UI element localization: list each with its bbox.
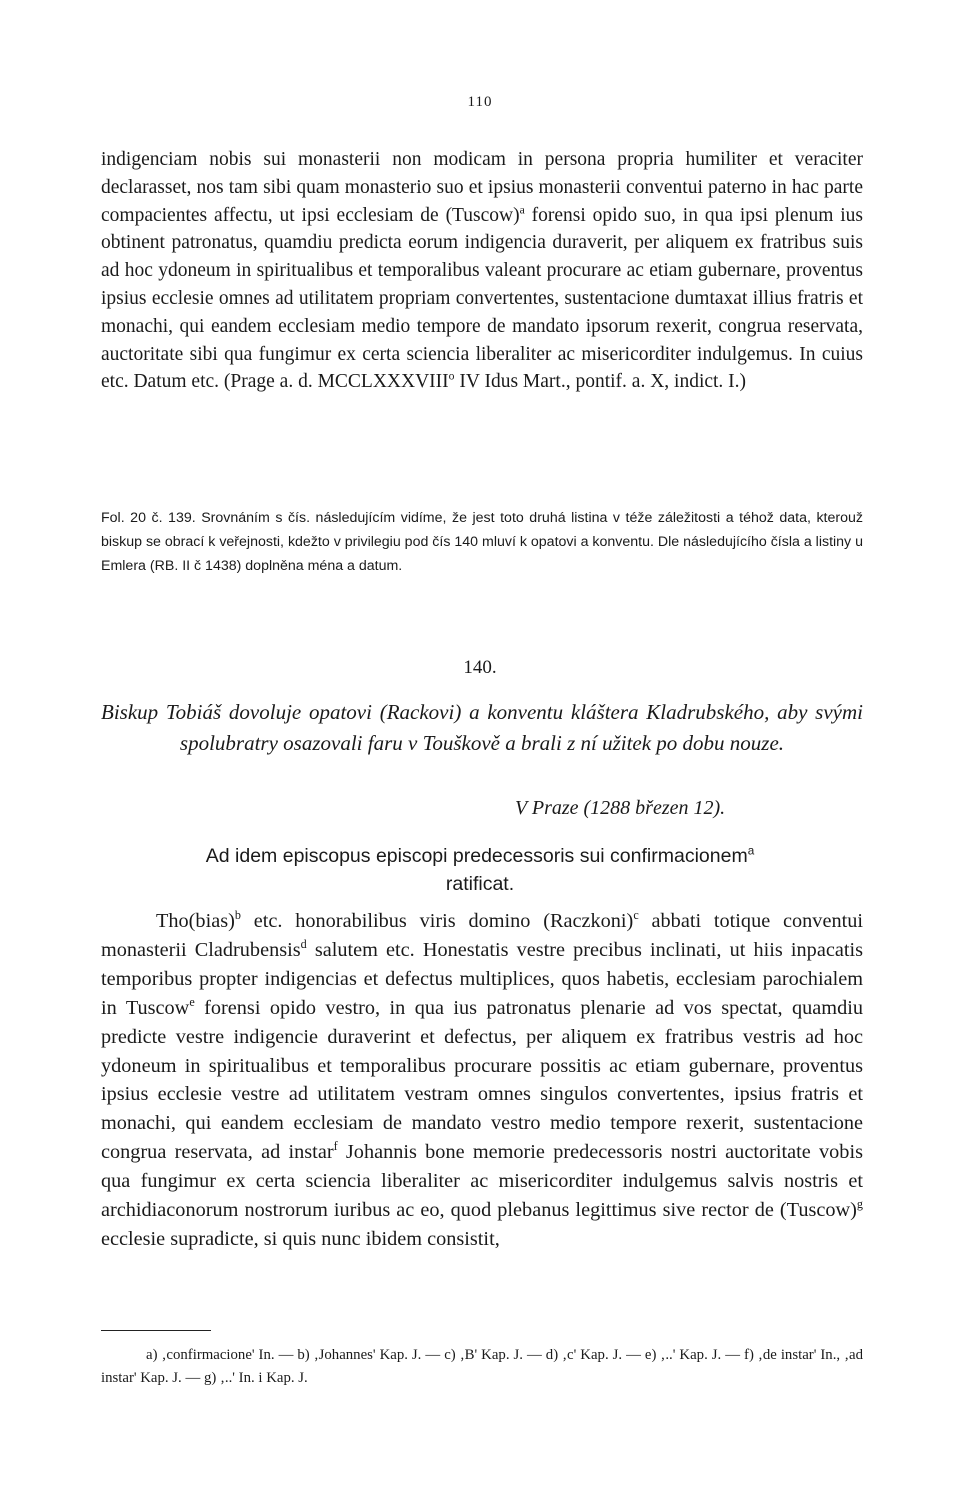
- place-and-date: V Praze (1288 březen 12).: [515, 797, 726, 819]
- charter-text-part: Johannis bone memorie predecessoris nostri auctoritate vobis qua fungimur ex certa sciencia liberaliter ac misericorditer indulgemus salvis nostris et archidiaconorum nostrorum iuribus ac eo, quod plebanus legittimus sive rector de (Tuscow): [101, 1141, 863, 1222]
- charter-text-part: Tho(bias): [156, 910, 235, 932]
- footnote-mark-b: b: [234, 908, 241, 923]
- charter-text-part: salutem etc. Honestatis vestre precibus inclinati, ut hiis inpacatis temporibus propter indigencias et defectus multiplices, quos habetis, ecclesiam parochialem in Tuscow: [101, 938, 863, 1019]
- charter-text-part: abbati totique conventui monasterii Cladrubensis: [101, 910, 863, 961]
- charter-text: [101, 907, 863, 1254]
- document-number: 140.: [463, 657, 497, 678]
- charter-text-part: etc. honorabilibus viris domino (Raczkoni): [240, 910, 634, 932]
- footnote-mark-c: c: [633, 908, 639, 923]
- footnote-mark-a: a: [519, 203, 525, 217]
- regest-line-2: ratificat.: [445, 873, 515, 895]
- document-title-czech: Biskup Tobiáš dovoluje opatovi (Rackovi) a konventu kláštera Kladrubského, aby svými spolubratry osazovali faru v Touškově a brali z ní užitek po dobu nouze.: [101, 700, 863, 755]
- regest-line-1: Ad idem episcopus episcopi predecessoris sui confirmacionem: [205, 845, 748, 867]
- paragraph-1-end: IV Idus Mart., pontif. a. X, indict. I.): [454, 371, 747, 393]
- charter-text-part: forensi opido vestro, in qua ius patronatus plenarie ad vos spectat, quamdiu predicte vestre indigencie duraverint et defectus, per aliquem ex fratribus vestris ad hoc ydoneum in spiritualibus et temporalibus procurare possitis ac etiam gubernare, proventus ipsius ecclesie vestre ad utilitatem vestram omnes singulos convertentes, ipsius fratris et monachi, qui eandem ecclesiam de mandato vestro medio tempore rexerit, sustentacione congrua reservata, ad instar: [101, 996, 863, 1164]
- footnote-divider: [101, 1330, 211, 1331]
- footnote-mark-e: e: [189, 994, 195, 1009]
- footnotes: a) ‚confirmacione' In. — b) ‚Johannes' Kap. J. — c) ‚B' Kap. J. — d) ‚c' Kap. J. — e) ‚..' Kap. J. — f) ‚de instar' In., ‚ad instar' Kap. J. — g) ‚..' In. i Kap. J.: [101, 1347, 863, 1386]
- regest-footnote-mark: a: [747, 844, 755, 858]
- charter-text-part: ecclesie supradicte, si quis nunc ibidem consistit,: [101, 1227, 500, 1250]
- editorial-note-139: Fol. 20 č. 139. Srovnáním s čís. následujícím vidíme, že jest toto druhá listina v téže záležitosti a téhož data, kterouž biskup se obrací k veřejnosti, kdežto v privilegiu pod čís 140 mluví k opatovi a konventu. Dle následujícího čísla a listiny u Emlera (RB. II č 1438) doplněna ména a datum.: [101, 510, 863, 574]
- paragraph-1-rest: forensi opido suo, in qua ipsi plenum ius obtinent patronatus, quamdiu predicta eorum indigencia duraverit, per aliquem ex fratribus suis ad hoc ydoneum in spiritualibus et temporalibus valeant procurare ac etiam gubernare, proventus ipsius ecclesie omnes ad utilitatem propriam convertentes, sustentacione dumtaxat illius fratris et monachi, qui eandem ecclesiam medio tempore de mandato ipsorum rexerit, congrua reservata, auctoritate sibi qua fungimur ex certa sciencia liberaliter ac misericorditer indulgemus. In cuius etc. Datum etc. (Prage a. d. MCCLXXXVIII: [101, 204, 863, 393]
- footnote-mark-g: g: [856, 1197, 863, 1212]
- ordinal-mark: o: [448, 369, 455, 383]
- footnote-mark-f: f: [333, 1139, 338, 1154]
- page-number: 110: [467, 94, 493, 110]
- continued-paragraph: [101, 146, 863, 396]
- paragraph-1-text: indigenciam nobis sui monasterii non modicam in persona propria humiliter et veraciter declarasset, nos tam sibi quam monasterio suo et ipsius monasterii conventui paterno in hac parte compacientes affectu, ut ipsi ecclesiam de (Tuscow): [101, 149, 863, 226]
- footnote-mark-d: d: [300, 937, 307, 952]
- latin-regest: [120, 842, 840, 898]
